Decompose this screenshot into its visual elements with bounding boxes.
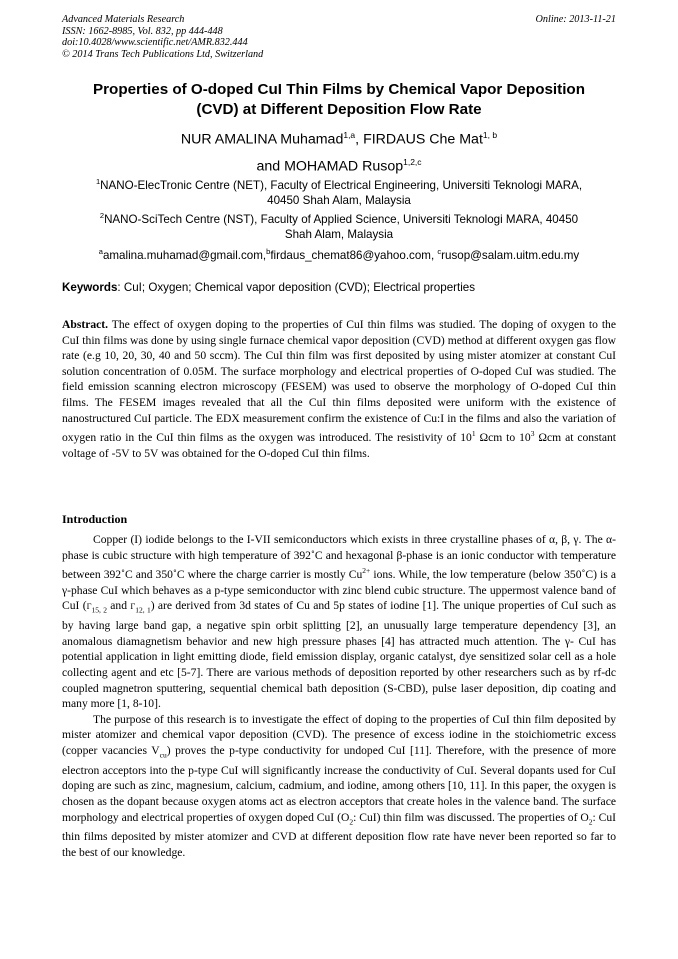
p1-subscript-2: 12, 1 — [135, 605, 151, 615]
title-line-1: Properties of O-doped CuI Thin Films by Chemical Vapor Deposition — [93, 81, 585, 98]
introduction-paragraph-1 — [62, 532, 616, 712]
email-a[interactable]: amalina.muhamad@gmail.com, — [102, 248, 267, 262]
p2-subscript-1: cu — [159, 750, 167, 760]
p2-text-c: : CuI) thin film was discussed. The properties of O — [353, 810, 589, 824]
affiliation-1-line-2: 40450 Shah Alam, Malaysia — [267, 194, 411, 208]
online-date: Online: 2013-11-21 — [535, 14, 616, 25]
introduction-body — [62, 532, 616, 861]
keywords — [62, 280, 616, 295]
abstract-exponent-2: 3 — [530, 429, 535, 439]
abstract-text-1: The effect of oxygen doping to the properties of CuI thin films was studied. The doping of oxygen to the CuI thin films was done by using single furnace chemical vapor deposition (CVD) method at different oxygen gas flow rate (e.g 10, 20, 30, 40 and 50 sccm). The CuI thin film was first deposited by using mister atomizer at constant CuI solution concentration of 0.05M. The surface morphology and electrical properties of O-doped CuI was studied. The field emission scanning electron microscopy (FESEM) was used to observe the morphology of O-doped CuI thin films. The FESEM images revealed that all the CuI thin films deposited were uniform with the existence of nanostructured CuI particle. The EDX measurement confirm the existence of Cu:I in the films and also the variation of oxygen ratio in the CuI thin films as the oxygen was introduced. The resistivity of 10 — [62, 318, 616, 445]
affiliation-2-line-2: Shah Alam, Malaysia — [284, 228, 394, 242]
p2-text-a: The purpose of this research is to investigate the effect of doping to the properties of CuI thin film deposited by mister atomizer and chemical vapor deposition (CVD). The presence of excess iodine in the stoichiometric excess (copper vacancies V — [62, 712, 616, 757]
author-3-affil: 1,2,c — [403, 156, 422, 167]
author-1: NUR AMALINA Muhamad — [180, 131, 344, 148]
abstract-exponent-1: 1 — [471, 429, 476, 439]
keywords-label: Keywords — [62, 281, 118, 294]
introduction-paragraph-2 — [62, 712, 616, 861]
journal-copyright: © 2014 Trans Tech Publications Ltd, Switzerland — [62, 48, 264, 60]
paper-title — [62, 80, 616, 120]
affiliation-1 — [62, 174, 616, 209]
author-line-1 — [62, 124, 616, 151]
affiliation-2 — [62, 208, 616, 243]
author-list — [62, 124, 616, 177]
p1-text-c: ) are derived from 3d states of Cu and 5p states of iodine [1]. The unique properties of CuI such as by having large band gap, a negative spin orbit splitting [2], an unusually large temperature dependency [3], an anomalous diamagnetism behavior and new high pressure phases [4] has attracted much attention. The γ- CuI has potential application in light emitting diode, field emission display, organic catalyst, dye sensitized solar cell as a hole collecting agent and etc [5-7]. There are various methods of deposition reported by other researchers such as by rf-dc coupled magnetron sputtering, sequential chemical bath deposition (S-CBD), pulse laser deposition, dip coating and many more [1, 8-10]. — [62, 599, 617, 711]
p1-and: and — [106, 599, 131, 613]
p2-subscript-3: 2 — [588, 816, 593, 826]
p2-text-b: ) proves the p-type conductivity for undoped CuI [11]. Therefore, with the presence of more electron acceptors into the p-type CuI will significantly increase the conductivity of CuI. Several dopants used for CuI doping are such as zinc, magnesium, calcium, cadmium, and iodine, among others [10, 11]. In this paper, the oxygen is chosen as the dopant because oxygen atoms act as electron acceptors that create holes in the valence band. The surface morphology and electrical properties of oxygen doped CuI (O — [62, 743, 616, 824]
affiliation-1-line-1 — [62, 174, 616, 193]
journal-doi: doi:10.4028/www.scientific.net/AMR.832.444 — [62, 37, 248, 49]
affiliation-2-line-1 — [62, 208, 616, 227]
introduction-heading: Introduction — [62, 512, 128, 526]
abstract — [62, 317, 616, 461]
author-2: FIRDAUS Che Mat — [363, 131, 483, 148]
abstract-text-3: Ωcm at constant voltage of -5V to 5V was obtained for the O-doped CuI thin films. — [62, 431, 616, 460]
email-b-marker: b — [266, 247, 271, 256]
author-emails — [62, 244, 616, 263]
author-3: MOHAMAD Rusop — [284, 158, 404, 175]
p1-subscript-1: 15, 2 — [91, 605, 107, 615]
affiliation-1-marker: 1 — [95, 177, 101, 186]
author-separator: , — [355, 131, 364, 148]
p1-gamma-1: Γ — [86, 601, 92, 612]
affiliation-2-text: NANO-SciTech Centre (NST), Faculty of Applied Science, Universiti Teknologi MARA, 40450 — [104, 212, 579, 226]
email-b[interactable]: firdaus_chemat86@yahoo.com, — [270, 248, 438, 262]
abstract-text-2: Ωcm to 10 — [475, 431, 531, 445]
journal-name: Advanced Materials Research — [62, 14, 185, 25]
p1-text-a: Copper (I) iodide belongs to the I-VII semiconductors which exists in three crystalline phases of α, β, γ. The α-phase is cubic structure with high temperature of 392˚C and hexagonal β-phase is an ionic conductor with temperature between 392˚C and 350˚C where the charge carrier is mostly Cu — [62, 533, 616, 582]
journal-issn: ISSN: 1662-8985, Vol. 832, pp 444-448 — [62, 25, 223, 37]
email-a-marker: a — [98, 247, 103, 256]
p2-subscript-2: 2 — [349, 816, 354, 826]
author-2-affil: 1, b — [482, 130, 498, 140]
keywords-text: : CuI; Oxygen; Chemical vapor deposition (CVD); Electrical properties — [117, 281, 476, 294]
affiliation-2-marker: 2 — [99, 211, 105, 220]
p1-superscript: 2+ — [362, 566, 371, 576]
p2-text-d: : CuI thin films deposited by mister atomizer and CVD at different deposition flow rate have never been reported so far to the best of our knowledge. — [62, 810, 616, 860]
author-conjunction: and — [256, 158, 285, 175]
email-c-marker: c — [437, 247, 442, 256]
title-line-2: (CVD) at Different Deposition Flow Rate — [196, 101, 482, 118]
email-c[interactable]: rusop@salam.uitm.edu.my — [441, 248, 580, 262]
p1-text-b: ions. While, the low temperature (below 350˚C) is a γ-phase CuI which behaves as a p-type semiconductor with zinc blend cubic structure. The uppermost valence band of CuI ( — [62, 568, 616, 613]
affiliation-1-text: NANO-ElecTronic Centre (NET), Faculty of Electrical Engineering, Universiti Teknologi MARA, — [100, 178, 583, 192]
author-1-affil: 1,a — [343, 130, 356, 140]
abstract-label: Abstract. — [62, 318, 109, 331]
journal-header — [62, 14, 616, 60]
p1-gamma-2: Γ — [130, 601, 136, 612]
